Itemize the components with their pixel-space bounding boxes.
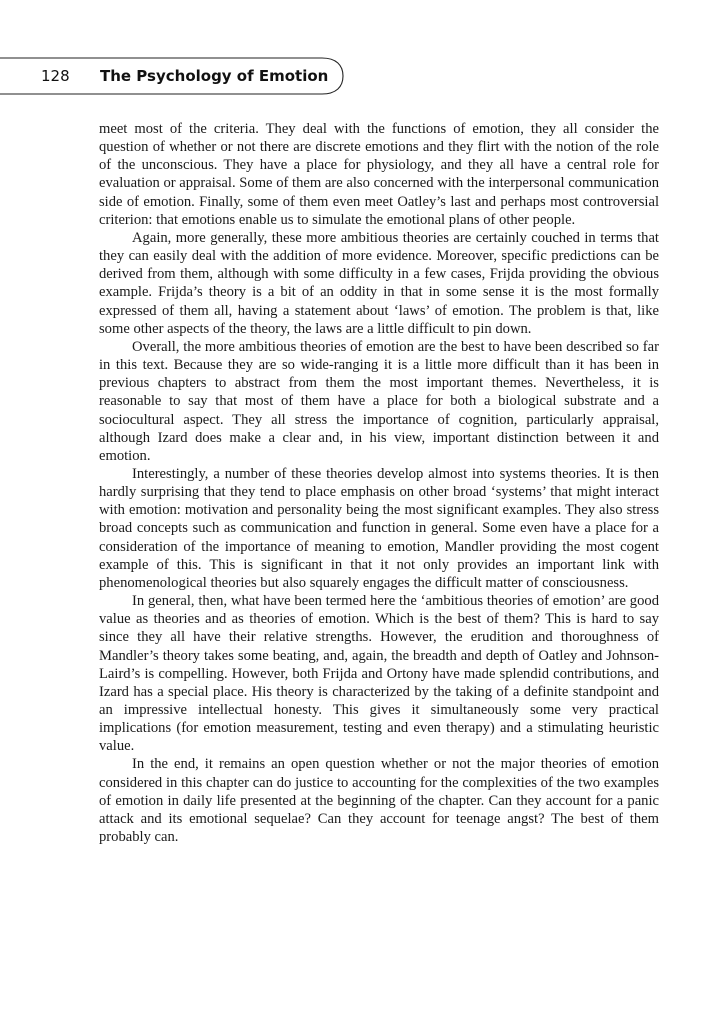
paragraph-4: Interestingly, a number of these theories develop almost into systems theories. It is then hardly surprising that they tend to place emphasis on other broad ‘systems’ that might interact with emotion: motivation and personality being the most significant examples. They also stress broad concepts such as communication and function in general. Some even have a place for a consideration of the importance of meaning to emotion, Mandler providing the most cogent example of this. This is significant in that it not only provides an important link with phenomenological theories but also squarely engages the difficult matter of consciousness. xyxy=(99,465,659,591)
running-title: The Psychology of Emotion xyxy=(100,67,329,85)
paragraph-2: Again, more generally, these more ambitious theories are certainly couched in terms that they can easily deal with the addition of more evidence. Moreover, specific predictions can be derived from them, although with some difficulty in a few cases, Frijda providing the obvious example. Frijda’s theory is a bit of an oddity in that in some sense it is the most formally expressed of them all, having a statement about ‘laws’ of emotion. The problem is that, like some other aspects of the theory, the laws are a little difficult to pin down. xyxy=(99,229,659,337)
paragraph-1: meet most of the criteria. They deal with the functions of emotion, they all consider the question of whether or not there are discrete emotions and they flirt with the notion of the role of the unconscious. They have a place for physiology, and they all have a central role for evaluation or appraisal. Some of them are also concerned with the interpersonal communication side of emotion. Finally, some of them even meet Oatley’s last and perhaps most controversial criterion: that emotions enable us to simulate the emotional plans of other people. xyxy=(99,121,659,228)
body-text xyxy=(99,120,659,846)
page-number: 128 xyxy=(41,67,70,85)
paragraph-6: In the end, it remains an open question whether or not the major theories of emotion considered in this chapter can do justice to accounting for the complexities of the two examples of emotion in daily life presented at the beginning of the chapter. Can they account for a panic attack and its emotional sequelae? Can they account for teenage angst? The best of them probably can. xyxy=(99,756,659,846)
running-header xyxy=(0,57,716,97)
paragraph-5: In general, then, what have been termed here the ‘ambitious theories of emotion’ are good value as theories and as theories of emotion. Which is the best of them? This is hard to say since they all have their relative strengths. However, the erudition and thoroughness of Mandler’s theory takes some beating, and, again, the breadth and depth of Oatley and Johnson-Laird’s is compelling. However, both Frijda and Ortony have made splendid contributions, and Izard has a special place. His theory is characterized by the taking of a definite standpoint and an impressive intellectual honesty. This gives it simultaneously some very practical implications (for emotion measurement, testing and even therapy) and a stimulating heuristic value. xyxy=(99,593,659,755)
paragraph-3: Overall, the more ambitious theories of emotion are the best to have been described so far in this text. Because they are so wide-ranging it is a little more difficult than it has been in previous chapters to abstract from them the most important themes. Nevertheless, it is reasonable to say that most of them have a place for both a biological substrate and a sociocultural aspect. They all stress the importance of cognition, particularly appraisal, although Izard does make a clear and, in his view, important distinction between it and emotion. xyxy=(99,338,659,464)
